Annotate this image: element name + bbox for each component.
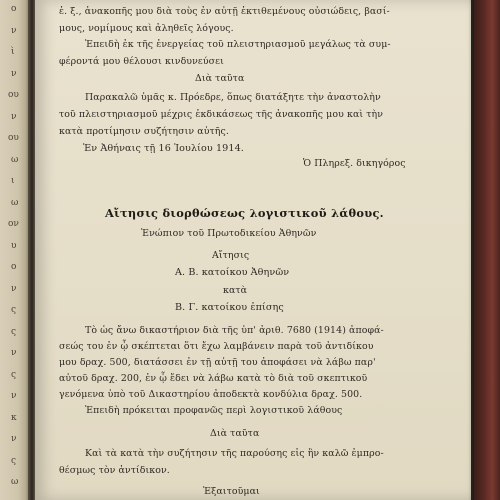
section-heading: Αἴτησις διορθώσεως λογιστικοῦ λάθους. <box>105 206 384 220</box>
left-page-fragment: ν <box>11 68 17 79</box>
left-page-fragment: ω <box>11 477 19 487</box>
text-line: Παρακαλῶ ὑμᾶς κ. Πρόεδρε, ὅπως διατάξητε τὴν ἀναστολὴν <box>85 92 381 103</box>
text-line: Ἐπειδὴ πρόκειται προφανῶς περὶ λογιστικοῦ λάθους <box>85 405 343 416</box>
court-line: Ἐνώπιον τοῦ Πρωτοδικείου Ἀθηνῶν <box>141 228 317 239</box>
left-page-fragment: ς <box>11 455 17 466</box>
left-page-edge <box>0 0 30 500</box>
aitisis-label: Αἴτησις <box>212 250 250 261</box>
left-page-fragment: ν <box>11 391 17 401</box>
left-page-fragment: ς <box>11 369 17 380</box>
dia-tauta-1: Διὰ ταῦτα <box>195 73 245 84</box>
text-line: αὐτοῦ δραχ. 200, ἐν ᾧ ἔδει νὰ λάβω κατὰ τὸ διὰ τοῦ σκεπτικοῦ <box>59 373 368 384</box>
text-line: μους, νομίμους καὶ ἀληθεῖς λόγους. <box>59 23 234 34</box>
left-page-fragment: ου <box>8 133 19 143</box>
text-line: μου δραχ. 500, διατάσσει ἐν τῇ αὐτῇ του ἀποφάσει νὰ λάβω παρ' <box>59 357 376 368</box>
book-cover-edge <box>474 0 500 500</box>
left-page-fragment: ν <box>11 25 17 36</box>
closing-line: Ἐξαιτοῦμαι <box>203 486 260 497</box>
left-page-fragment: ω <box>11 154 19 165</box>
left-page-fragment: ν <box>11 111 17 122</box>
right-page <box>35 0 471 500</box>
text-line: Τὸ ὡς ἄνω δικαστήριον διὰ τῆς ὑπ' ἀριθ. 7680 (1914) ἀποφά- <box>85 325 384 336</box>
date-line: Ἐν Ἀθήναις τῇ 16 Ἰουλίου 1914. <box>83 143 244 154</box>
left-page-fragment: ο <box>11 4 17 14</box>
left-page-fragment: ν <box>11 348 17 358</box>
text-line: γενόμενα ὑπὸ τοῦ Δικαστηρίου ἀποδεκτὰ κονδύλια δραχ. 500. <box>59 389 363 400</box>
text-line: σεώς του ἐν ᾧ σκέπτεται ὅτι ἔχω λαμβάνειν παρὰ τοῦ ἀντιδίκου <box>59 341 374 352</box>
kata-label: κατὰ <box>223 285 248 296</box>
left-page-fragment: ι <box>11 176 15 186</box>
left-page-fragment: υ <box>11 240 17 251</box>
text-line: Καὶ τὰ κατὰ τὴν συζήτησιν τῆς παρούσης εἰς ἣν καλῶ ἐμπρο- <box>85 448 384 459</box>
left-page-fragment: ω <box>11 197 19 208</box>
left-page-fragment: ο <box>11 262 17 272</box>
left-page-fragment: ν <box>11 283 17 294</box>
signature: Ὁ Πληρεξ. δικηγόρος <box>303 158 406 169</box>
text-line: Ἐπειδὴ ἐκ τῆς ἐνεργείας τοῦ πλειστηριασμοῦ μεγάλως τὰ συμ- <box>85 39 391 50</box>
text-line: ἐ. ξ., ἀνακοπῆς μου διὰ τοὺς ἐν αὐτῇ ἐκτιθεμένους οὐσιώδεις, βασί- <box>59 6 390 17</box>
text-line: κατὰ προτίμησιν συζήτησιν αὐτῆς. <box>59 126 229 137</box>
left-page-fragment: ου <box>8 90 19 100</box>
left-page-fragment: ς <box>11 305 17 315</box>
text-line: τοῦ πλειστηριασμοῦ μέχρις ἐκδικάσεως τῆς ἀνακοπῆς μου καὶ τὴν <box>59 109 384 120</box>
left-page-fragment: ς <box>11 326 17 337</box>
text-line: φέροντά μου θέλουσι κινδυνεύσει <box>59 56 224 67</box>
left-page-fragment: ν <box>11 434 17 444</box>
party-b: Β. Γ. κατοίκου ἐπίσης <box>175 302 284 313</box>
left-page-fragment: κ <box>11 412 17 423</box>
left-page-fragment: ὶ <box>11 47 15 57</box>
text-line: θέσμως τὸν ἀντίδικον. <box>59 465 170 476</box>
party-a: Α. Β. κατοίκου Ἀθηνῶν <box>175 267 290 278</box>
dia-tauta-2: Διὰ ταῦτα <box>210 428 260 439</box>
left-page-fragment: ον <box>8 219 19 229</box>
